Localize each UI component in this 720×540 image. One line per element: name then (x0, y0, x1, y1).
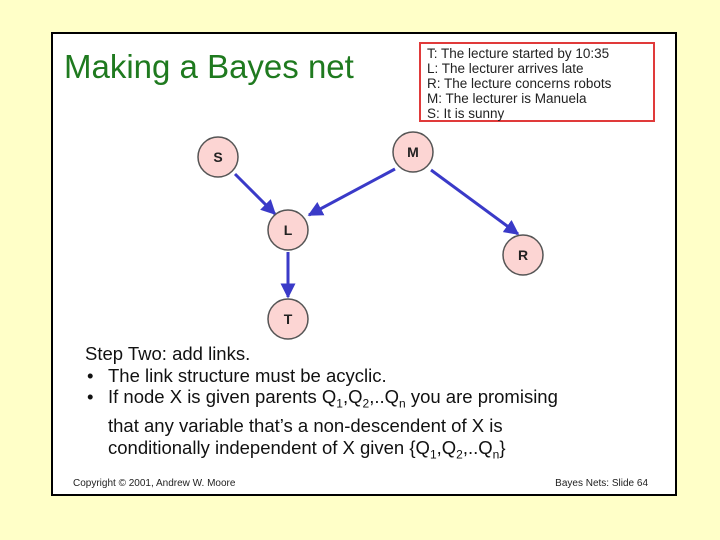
bullet-dot: • (87, 386, 94, 407)
node-l (268, 210, 308, 250)
edge-m-r (431, 170, 518, 234)
subscript: 1 (429, 447, 437, 462)
subscript: 1 (336, 396, 343, 411)
node-t (268, 299, 308, 339)
bullet-acyclic (85, 365, 665, 387)
slide-body (85, 343, 665, 466)
legend-item-r: R: The lecture concerns robots (427, 76, 612, 91)
legend-item-l: L: The lecturer arrives late (427, 61, 584, 76)
bullet-parents-text: } (499, 436, 506, 458)
subscript: n (399, 396, 406, 411)
legend-item-s: S: It is sunny (427, 106, 505, 121)
edge-s-l (235, 174, 275, 214)
bullet-parents-text: conditionally independent of X given {Q (108, 436, 430, 458)
bullet-parents-text: you are promising (405, 386, 558, 407)
bullet-parents-text: ,..Q (462, 436, 493, 458)
bullet-parents-line2: that any variable that’s a non-descendent of X is (108, 415, 503, 437)
bullet-parents (85, 386, 665, 415)
bullet-dot: • (87, 364, 94, 386)
subscript: n (492, 447, 500, 462)
node-s-label: S (213, 149, 223, 165)
legend-item-t: T: The lecture started by 10:35 (427, 46, 610, 61)
bullet-parents-text: ,Q (436, 436, 457, 458)
bullet-parents-text: ,..Q (369, 386, 400, 407)
edge-m-l (309, 169, 395, 215)
slide-title: Making a Bayes net (64, 48, 354, 85)
step-heading: Step Two: add links. (85, 343, 251, 364)
legend-item-m: M: The lecturer is Manuela (427, 91, 587, 106)
bullet-parents-line3 (85, 437, 665, 466)
bullet-parents-text: ,Q (342, 386, 363, 407)
node-s (198, 137, 238, 177)
slide (51, 32, 677, 496)
node-r (503, 235, 543, 275)
subscript: 2 (362, 396, 370, 411)
subscript: 2 (456, 447, 463, 462)
footer-slide-number: Bayes Nets: Slide 64 (555, 478, 648, 489)
node-m (393, 132, 433, 172)
node-m-label: M (407, 144, 419, 160)
bullet-acyclic-text: The link structure must be acyclic. (108, 364, 387, 386)
node-l-label: L (283, 222, 293, 238)
node-t-label: T (283, 311, 293, 327)
footer-copyright: Copyright © 2001, Andrew W. Moore (73, 478, 236, 489)
bullet-parents-text: If node X is given parents Q (108, 386, 337, 407)
node-r-label: R (517, 247, 529, 263)
